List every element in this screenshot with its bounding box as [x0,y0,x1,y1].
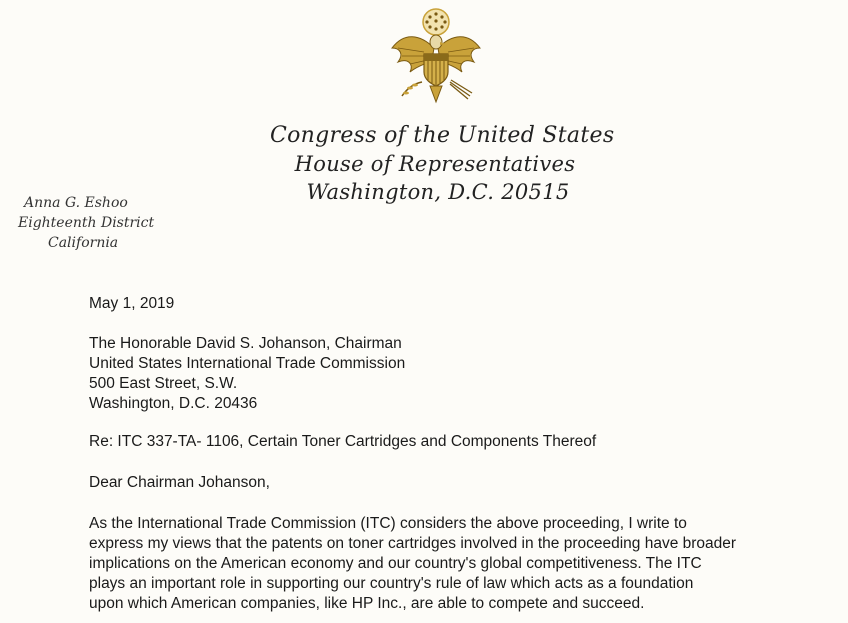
recipient-line: United States International Trade Commission [89,355,406,372]
great-seal-eagle-icon [384,4,488,108]
body-paragraph [89,514,809,614]
recipient-line: Washington, D.C. 20436 [89,395,258,412]
member-state: California [48,235,119,251]
letterhead-address: Washington, D.C. 20515 [306,180,570,204]
letter-date: May 1, 2019 [89,295,175,312]
recipient-line: The Honorable David S. Johanson, Chairman [89,335,402,352]
recipient-line: 500 East Street, S.W. [89,375,238,392]
member-name: Anna G. Eshoo [24,195,128,211]
paragraph-line: upon which American companies, like HP Inc., are able to compete and succeed. [89,595,645,612]
paragraph-line: As the International Trade Commission (ITC) considers the above proceeding, I write to [89,515,687,532]
recipient-address [89,334,405,414]
paragraph-line: express my views that the patents on toner cartridges involved in the proceeding have broader [89,535,737,552]
member-district: Eighteenth District [18,215,155,231]
subject-line: Re: ITC 337-TA- 1106, Certain Toner Cartridges and Components Thereof [89,433,597,450]
letterhead-house: House of Representatives [294,152,576,176]
paragraph-line: implications on the American economy and our country's global competitiveness. The ITC [89,555,702,572]
member-info [4,193,174,253]
letterhead-congress: Congress of the United States [270,123,615,148]
paragraph-line: plays an important role in supporting our country's rule of law which acts as a foundation [89,575,694,592]
letterhead [270,122,615,206]
salutation: Dear Chairman Johanson, [89,474,270,491]
